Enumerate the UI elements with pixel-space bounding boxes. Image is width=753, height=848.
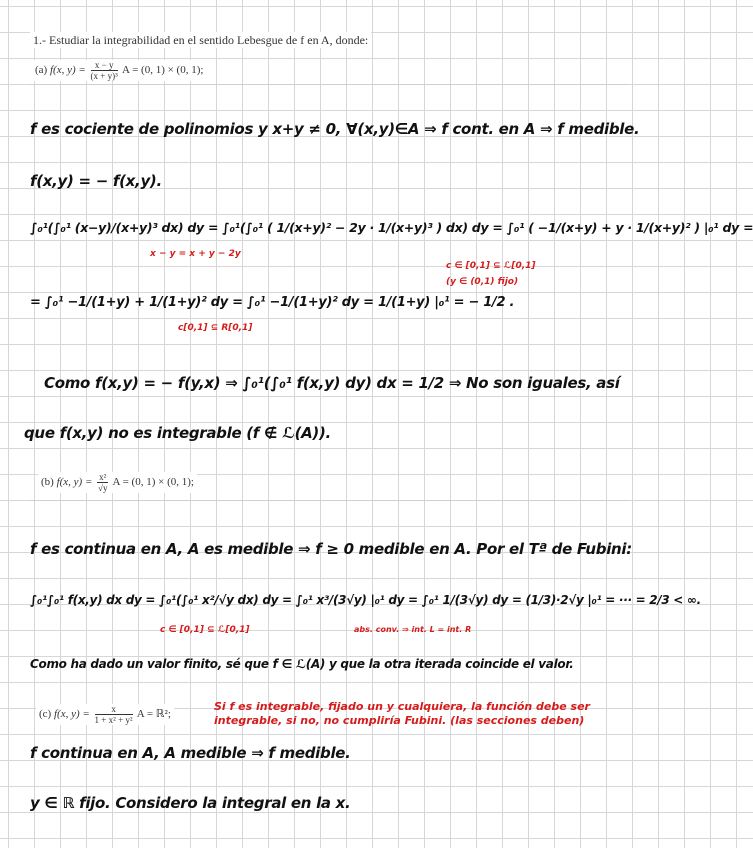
part-c-statement	[36, 704, 174, 725]
part-c-denominator: 1 + x² + y²	[94, 715, 133, 725]
part-a-fraction	[91, 60, 118, 81]
part-b-denominator: √y	[98, 483, 108, 493]
note-a1: f es cociente de polinomios y x+y ≠ 0, ∀(x,y)∈A ⇒ f cont. en A ⇒ f medible.	[30, 120, 640, 138]
part-b-domain: A = (0, 1) × (0, 1);	[112, 476, 194, 489]
separator	[30, 84, 630, 85]
note-a3: ∫₀¹(∫₀¹ (x−y)/(x+y)³ dx) dy = ∫₀¹(∫₀¹ ( 1/(x+y)² − 2y · 1/(x+y)³ ) dx) dy = ∫₀¹ ( −1/(x+y) + y · 1/(x+y)² ) |₀¹ dy =	[30, 220, 753, 235]
part-a-f-lhs: f(x, y) =	[49, 64, 86, 77]
part-b-statement	[38, 472, 197, 493]
part-c-numerator: x	[95, 704, 133, 715]
part-c-label: (c)	[39, 708, 52, 721]
note-b1: f es continua en A, A es medible ⇒ f ≥ 0 medible en A. Por el Tª de Fubini:	[30, 540, 632, 558]
note-b3: Como ha dado un valor finito, sé que f ∈ ℒ(A) y que la otra iterada coincide el valor.	[30, 657, 574, 671]
note-c2: y ∈ ℝ fijo. Considero la integral en la x.	[30, 794, 351, 812]
part-a-denominator: (x + y)³	[90, 71, 118, 81]
separator	[30, 500, 630, 501]
part-a-domain: A = (0, 1) × (0, 1);	[121, 64, 204, 77]
part-a-statement	[32, 60, 206, 81]
note-a6: que f(x,y) no es integrable (f ∉ ℒ(A)).	[24, 424, 331, 442]
part-c-f-lhs: f(x, y) =	[53, 708, 90, 721]
part-b-fraction	[97, 472, 108, 493]
note-a3-sub: x − y = x + y − 2y	[150, 249, 241, 259]
note-b2-red2: abs. conv. ⇒ int. L = int. R	[354, 625, 472, 634]
note-a2: f(x,y) = − f(x,y).	[30, 172, 162, 190]
part-a-label: (a)	[35, 64, 48, 77]
note-c-red: Si f es integrable, fijado un y cualquiera, la función debe ser integrable, si no, no cumpliría Fubini. (las secciones deben)	[214, 700, 590, 727]
part-b-label: (b)	[41, 476, 54, 489]
note-a5: Como f(x,y) = − f(y,x) ⇒ ∫₀¹(∫₀¹ f(x,y) dy) dx = 1/2 ⇒ No son iguales, así	[44, 374, 620, 392]
part-c-fraction	[95, 704, 133, 725]
note-a4-red: c[0,1] ⊆ R[0,1]	[178, 323, 253, 333]
part-b-numerator: x²	[99, 472, 107, 482]
note-b2-red1: c ∈ [0,1] ⊆ ℒ[0,1]	[160, 625, 250, 635]
note-a3-cond2: (y ∈ (0,1) fijo)	[446, 277, 519, 287]
part-a-numerator: x − y	[91, 60, 118, 71]
note-a3-cond1: c ∈ [0,1] ⊆ ℒ[0,1]	[446, 261, 536, 271]
note-b2: ∫₀¹∫₀¹ f(x,y) dx dy = ∫₀¹(∫₀¹ x²/√y dx) dy = ∫₀¹ x³/(3√y) |₀¹ dy = ∫₀¹ 1/(3√y) dy = (1/3)·2√y |₀¹ = ··· = 2/3 < ∞.	[30, 593, 701, 607]
part-c-domain: A = ℝ²;	[136, 708, 171, 721]
note-c1: f continua en A, A medible ⇒ f medible.	[30, 744, 351, 762]
exercise-heading: 1.- Estudiar la integrabilidad en el sentido Lebesgue de f en A, donde:	[30, 32, 371, 48]
note-a4: = ∫₀¹ −1/(1+y) + 1/(1+y)² dy = ∫₀¹ −1/(1+y)² dy = 1/(1+y) |₀¹ = − 1/2 .	[30, 295, 515, 310]
part-b-f-lhs: f(x, y) =	[56, 476, 93, 489]
